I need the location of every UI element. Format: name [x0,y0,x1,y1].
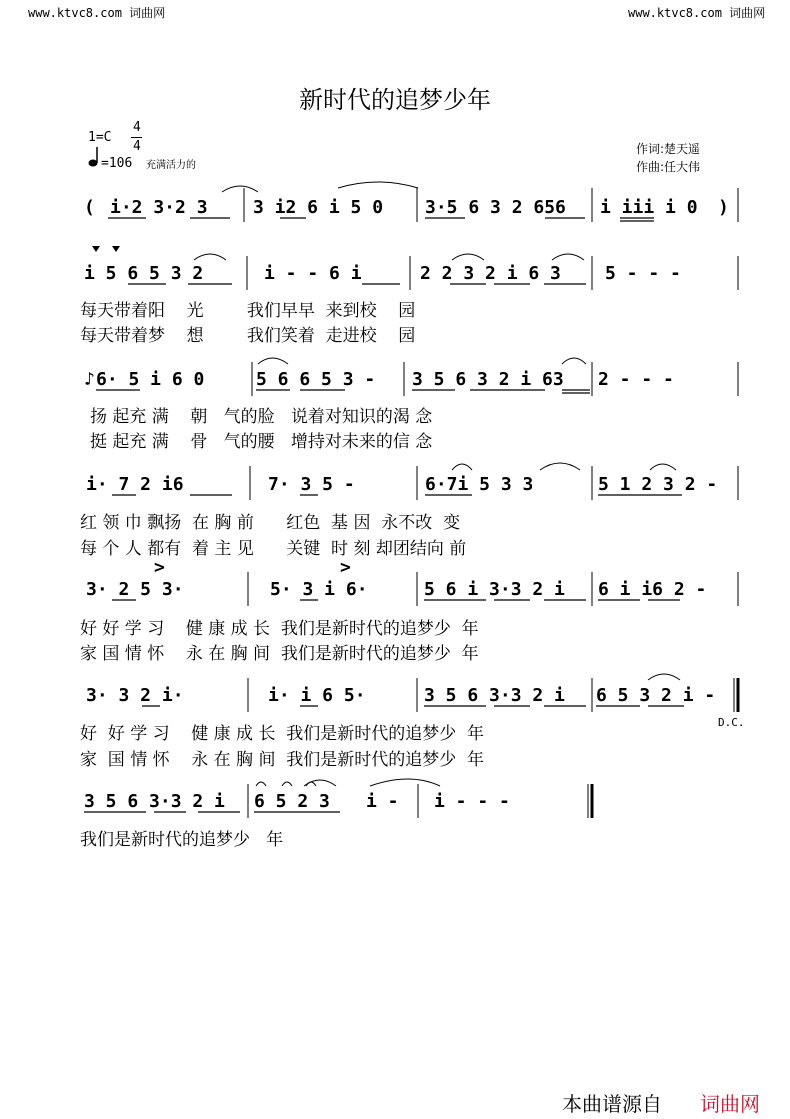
svg-text:6·7i 5 3 3: 6·7i 5 3 3 [425,474,534,495]
svg-text:i· 7 2 i6: i· 7 2 i6 [86,474,184,495]
svg-text:i iii i 0: i iii i 0 [600,197,698,218]
lyric-row-3-verse-1: 扬 起充 满 朝 气的脸 说着对知识的渴 念 [90,407,433,427]
lyric-row-2-verse-2: 每天带着梦 想 我们笑着 走进校 园 [80,326,416,346]
svg-text:6 i i6 2 -: 6 i i6 2 - [598,579,707,600]
lyric-row-4-verse-2: 每 个 人 都有 着 主 见 关键 时 刻 却团结向 前 [80,539,467,559]
svg-text:5 6 i 3·3 2 i: 5 6 i 3·3 2 i [424,579,565,600]
svg-text:3· 3 2 i·: 3· 3 2 i· [86,685,184,706]
score-row-5 [86,557,738,606]
svg-text:5 1 2 3 2 -: 5 1 2 3 2 - [598,474,718,495]
svg-text:♪: ♪ [84,369,95,390]
lyricist-credit: 作词:楚天遥 [636,142,701,156]
svg-text:i 5 6 5 3 2: i 5 6 5 3 2 [84,263,204,284]
score-row-7 [84,779,592,818]
lyric-row-6-verse-1: 好 好 学 习 健 康 成 长 我们是新时代的追梦少 年 [80,724,485,744]
svg-text:): ) [718,197,729,218]
lyric-row-4-verse-1: 红 领 巾 飘扬 在 胸 前 红色 基 因 永不改 变 [80,513,461,533]
dc-mark: D.C. [718,716,745,729]
footer-source-label: 本曲谱源自 [562,1092,662,1116]
svg-text:5 6 6 5 3 -: 5 6 6 5 3 - [256,369,376,390]
svg-text:2 2 3 2 i 6 3: 2 2 3 2 i 6 3 [420,263,561,284]
svg-text:3 5 6 3·3 2 i: 3 5 6 3·3 2 i [424,685,565,706]
watermark-right: www.ktvc8.com 词曲网 [628,6,766,20]
song-title: 新时代的追梦少年 [299,86,491,114]
score-row-2 [84,246,738,290]
lyric-row-3-verse-2: 挺 起充 满 骨 气的腰 增持对未来的信 念 [90,432,433,452]
svg-text:i· i 6 5·: i· i 6 5· [268,685,366,706]
time-signature-bottom: 4 [133,139,141,154]
svg-text:7· 3 5 -: 7· 3 5 - [268,474,355,495]
composer-credit: 作曲:任大伟 [636,160,701,174]
tempo-value: =106 [101,156,133,171]
footer-source-site[interactable]: 词曲网 [700,1092,760,1116]
expression-mark: 充满活力的 [146,160,196,171]
watermark-left: www.ktvc8.com 词曲网 [28,6,166,20]
score-row-3 [84,358,738,396]
svg-text:5 - - -: 5 - - - [605,263,681,284]
svg-text:i - - 6 i: i - - 6 i [264,263,362,284]
svg-text:5· 3 i 6·: 5· 3 i 6· [270,579,368,600]
lyric-row-5-verse-1: 好 好 学 习 健 康 成 长 我们是新时代的追梦少 年 [80,619,479,639]
svg-text:(: ( [84,197,95,218]
svg-text:6 5 3 2 i -: 6 5 3 2 i - [596,685,716,706]
svg-text:6 5 2 3: 6 5 2 3 [254,791,330,812]
svg-text:2 - - -: 2 - - - [598,369,674,390]
score-row-4 [86,463,738,500]
svg-text:3·5 6 3 2 656: 3·5 6 3 2 656 [425,197,566,218]
svg-text:3 5 6 3·3 2 i: 3 5 6 3·3 2 i [84,791,225,812]
svg-text:3· 2 5 3·: 3· 2 5 3· [86,579,184,600]
svg-text:i - - -: i - - - [434,791,510,812]
svg-text:6· 5 i 6 0: 6· 5 i 6 0 [96,369,205,390]
score-row-6 [86,674,738,712]
lyric-row-2-verse-1: 每天带着阳 光 我们早早 来到校 园 [80,301,416,321]
svg-text:3 5 6 3 2 i 63: 3 5 6 3 2 i 63 [412,369,564,390]
lyric-row-6-verse-2: 家 国 情 怀 永 在 胸 间 我们是新时代的追梦少 年 [80,750,485,770]
svg-text:i·2 3·2 3: i·2 3·2 3 [110,197,208,218]
svg-text:3 i2 6 i 5 0: 3 i2 6 i 5 0 [253,197,384,218]
lyric-row-7: 我们是新时代的追梦少 年 [80,830,284,850]
svg-text:>: > [340,557,351,578]
key-signature: 1=C [88,130,112,145]
score-row-1 [84,186,738,222]
svg-text:>: > [154,557,165,578]
lyric-row-5-verse-2: 家 国 情 怀 永 在 胸 间 我们是新时代的追梦少 年 [80,644,479,664]
svg-text:i -: i - [366,791,399,812]
time-signature-top: 4 [133,120,141,135]
